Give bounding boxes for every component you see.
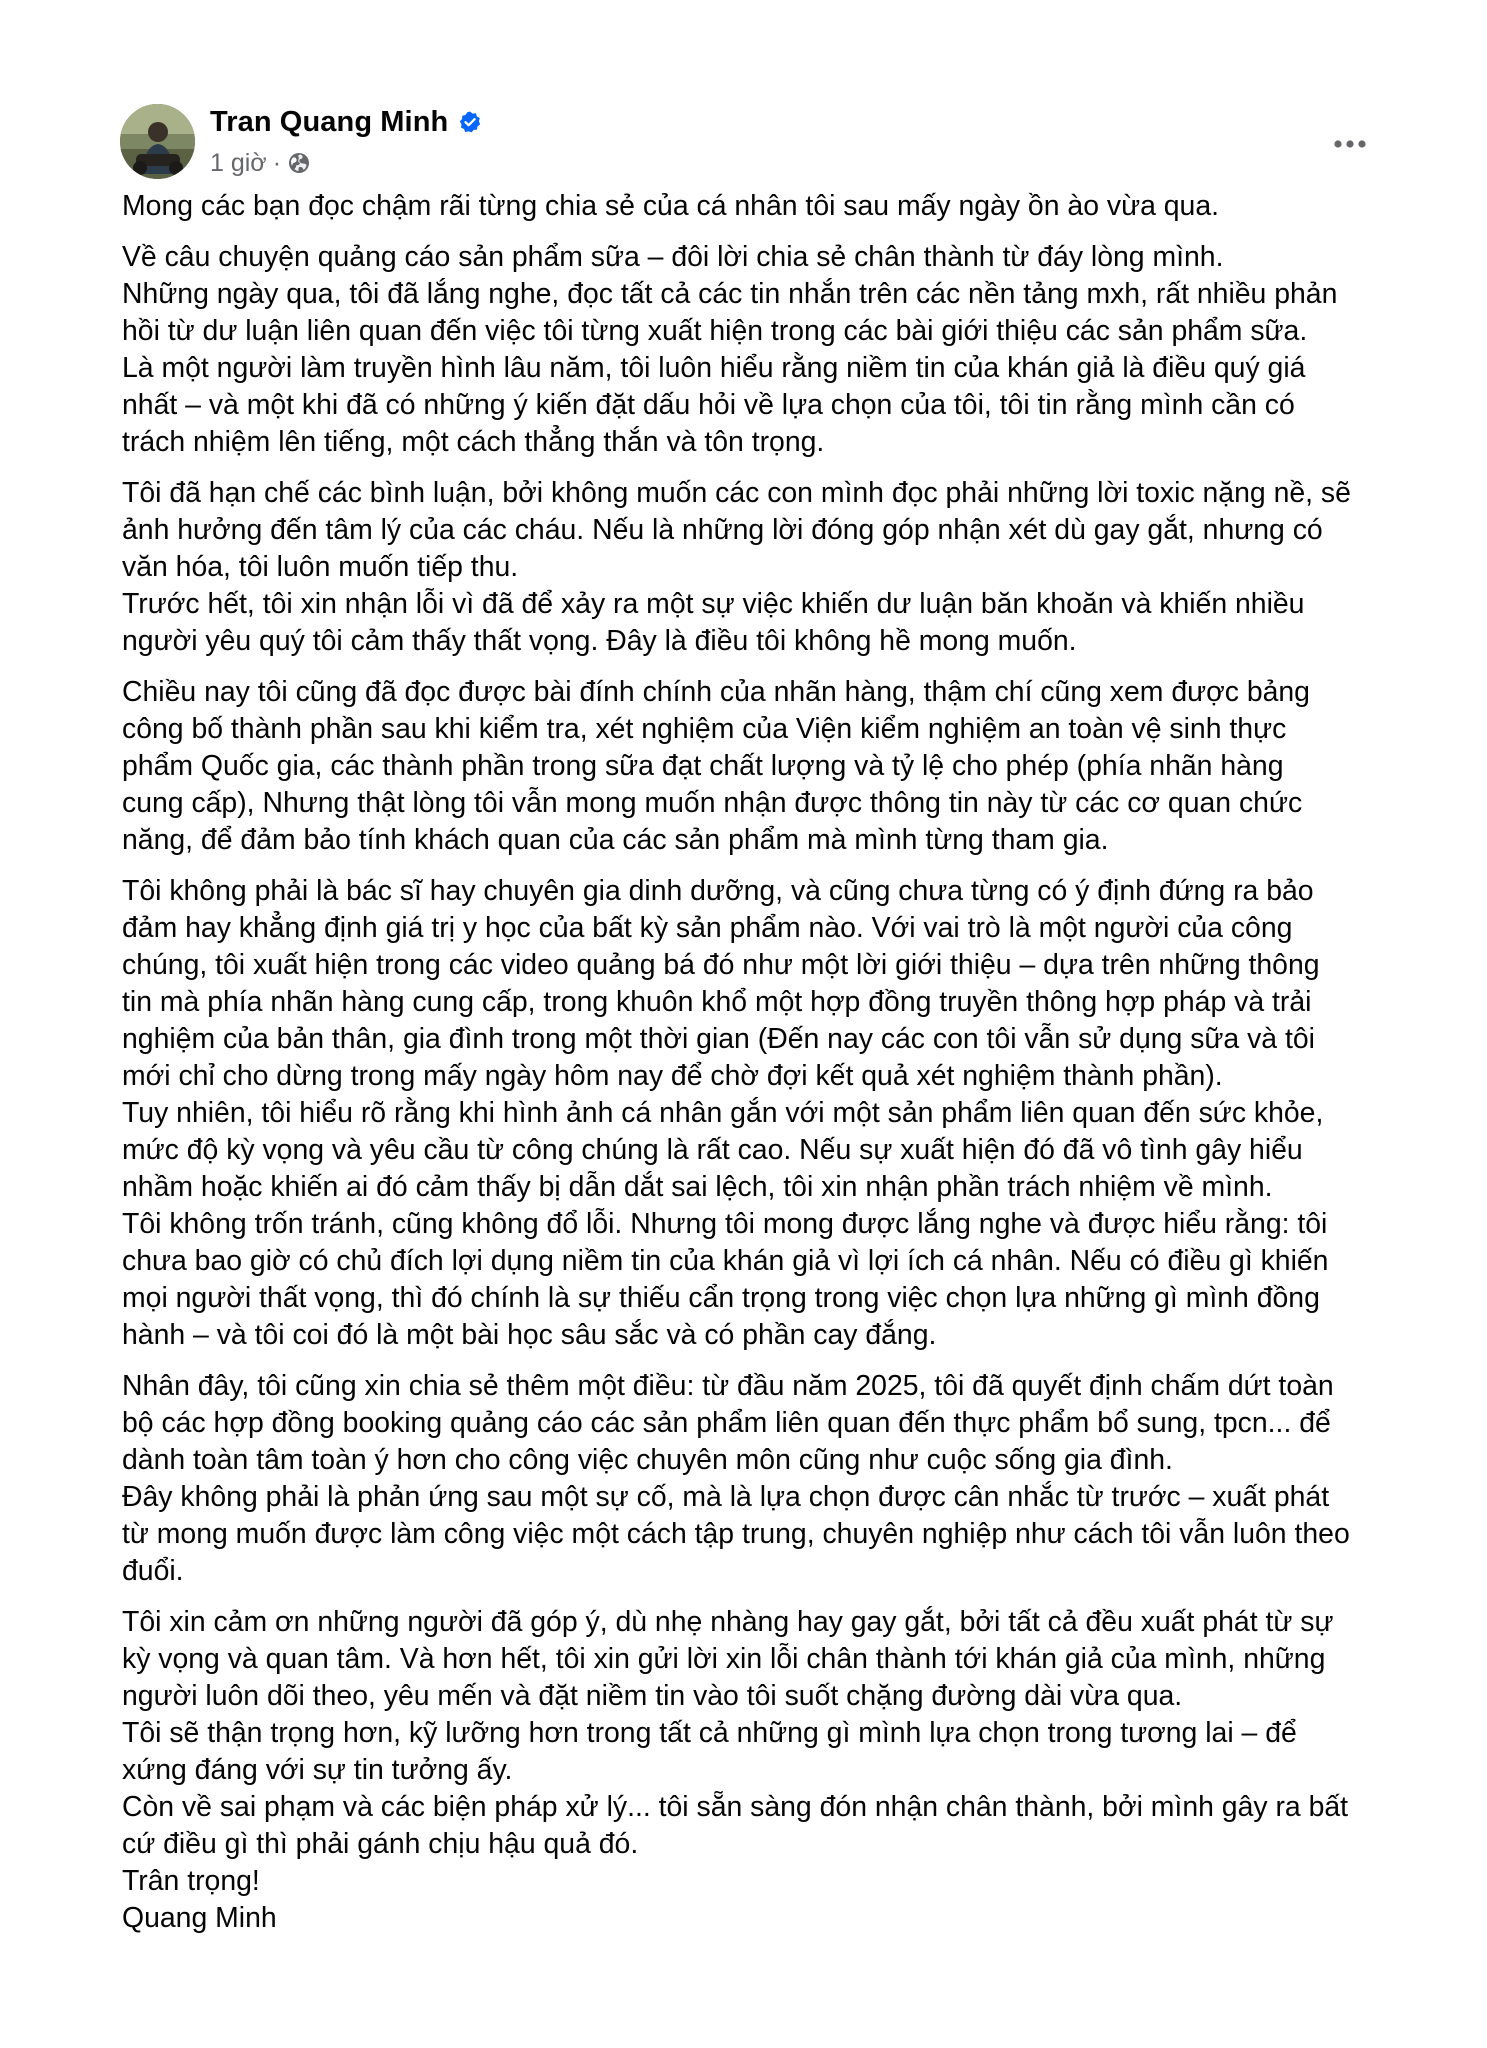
avatar-photo-icon [120, 104, 195, 179]
post-meta [210, 146, 482, 180]
author-block [210, 102, 482, 180]
verified-badge-icon [458, 110, 482, 134]
post-time[interactable]: 1 giờ [210, 148, 267, 177]
globe-icon[interactable] [287, 151, 311, 175]
post-paragraph: Về câu chuyện quảng cáo sản phẩm sữa – đôi lời chia sẻ chân thành từ đáy lòng mình. Những ngày qua, tôi đã lắng nghe, đọc tất cả các tin nhắn trên các nền tảng mxh, rất nhiều phản hồi từ dư luận liên quan đến việc tôi từng xuất hiện trong các bài giới thiệu các sản phẩm sữa. Là một người làm truyền hình lâu năm, tôi luôn hiểu rằng niềm tin của khán giả là điều quý giá nhất – và một khi đã có những ý kiến đặt dấu hỏi về lựa chọn của tôi, tôi tin rằng mình cần có trách nhiệm lên tiếng, một cách thẳng thắn và tôn trọng. [122, 241, 1338, 458]
author-name[interactable]: Tran Quang Minh [210, 105, 449, 138]
meta-separator: · [272, 148, 282, 177]
post-paragraph: Tôi đã hạn chế các bình luận, bởi không muốn các con mình đọc phải những lời toxic nặng nề, sẽ ảnh hưởng đến tâm lý của các cháu. Nếu là những lời đóng góp nhận xét dù gay gắt, nhưng có văn hóa, tôi luôn muốn tiếp thu. Trước hết, tôi xin nhận lỗi vì đã để xảy ra một sự việc khiến dư luận băn khoăn và khiến nhiều người yêu quý tôi cảm thấy thất vọng. Đây là điều tôi không hề mong muốn. [122, 477, 1351, 657]
post-paragraph: Tôi xin cảm ơn những người đã góp ý, dù nhẹ nhàng hay gay gắt, bởi tất cả đều xuất phát từ sự kỳ vọng và quan tâm. Và hơn hết, tôi xin gửi lời xin lỗi chân thành tới khán giả của mình, những người luôn dõi theo, yêu mến và đặt niềm tin vào tôi suốt chặng đường dài vừa qua. Tôi sẽ thận trọng hơn, kỹ lưỡng hơn trong tất cả những gì mình lựa chọn trong tương lai – để xứng đáng với sự tin tưởng ấy. Còn về sai phạm và các biện pháp xử lý... tôi sẵn sàng đón nhận chân thành, bởi mình gây ra bất cứ điều gì thì phải gánh chịu hậu quả đó. Trân trọng! Quang Minh [122, 1606, 1349, 1934]
post-paragraph: Mong các bạn đọc chậm rãi từng chia sẻ của cá nhân tôi sau mấy ngày ồn ào vừa qua. [122, 190, 1220, 222]
post-body [122, 188, 1352, 1937]
post-paragraph: Chiều nay tôi cũng đã đọc được bài đính chính của nhãn hàng, thậm chí cũng xem được bảng công bố thành phần sau khi kiểm tra, xét nghiệm của Viện kiểm nghiệm an toàn vệ sinh thực phẩm Quốc gia, các thành phần trong sữa đạt chất lượng và tỷ lệ cho phép (phía nhãn hàng cung cấp), Nhưng thật lòng tôi vẫn mong muốn nhận được thông tin này từ các cơ quan chức năng, để đảm bảo tính khách quan của các sản phẩm mà mình từng tham gia. [122, 676, 1310, 856]
more-options-icon [1334, 139, 1366, 149]
author-avatar[interactable] [120, 104, 195, 179]
post-header [120, 102, 1350, 182]
post-paragraph: Tôi không phải là bác sĩ hay chuyên gia dinh dưỡng, và cũng chưa từng có ý định đứng ra bảo đảm hay khẳng định giá trị y học của bất kỳ sản phẩm nào. Với vai trò là một người của công chúng, tôi xuất hiện trong các video quảng bá đó như một lời giới thiệu – dựa trên những thông tin mà phía nhãn hàng cung cấp, trong khuôn khổ một hợp đồng truyền thông hợp pháp và trải nghiệm của bản thân, gia đình trong một thời gian (Đến nay các con tôi vẫn sử dụng sữa và tôi mới chỉ cho dừng trong mấy ngày hôm nay để chờ đợi kết quả xét nghiệm thành phần). Tuy nhiên, tôi hiểu rõ rằng khi hình ảnh cá nhân gắn với một sản phẩm liên quan đến sức khỏe, mức độ kỳ vọng và yêu cầu từ công chúng là rất cao. Nếu sự xuất hiện đó đã vô tình gây hiểu nhầm hoặc khiến ai đó cảm thấy bị dẫn dắt sai lệch, tôi xin nhận phần trách nhiệm về mình. Tôi không trốn tránh, cũng không đổ lỗi. Nhưng tôi mong được lắng nghe và được hiểu rằng: tôi chưa bao giờ có chủ đích lợi dụng niềm tin của khán giả vì lợi ích cá nhân. Nếu có điều gì khiến mọi người thất vọng, thì đó chính là sự thiếu cẩn trọng trong việc chọn lựa những gì mình đồng hành – và tôi coi đó là một bài học sâu sắc và có phần cay đắng. [122, 875, 1329, 1351]
author-row [210, 102, 482, 142]
more-options-button[interactable] [1330, 124, 1370, 164]
post-paragraph: Nhân đây, tôi cũng xin chia sẻ thêm một điều: từ đầu năm 2025, tôi đã quyết định chấm dứt toàn bộ các hợp đồng booking quảng cáo các sản phẩm liên quan đến thực phẩm bổ sung, tpcn... để dành toàn tâm toàn ý hơn cho công việc chuyên môn cũng như cuộc sống gia đình. Đây không phải là phản ứng sau một sự cố, mà là lựa chọn được cân nhắc từ trước – xuất phát từ mong muốn được làm công việc một cách tập trung, chuyên nghiệp như cách tôi vẫn luôn theo đuổi. [122, 1370, 1350, 1587]
